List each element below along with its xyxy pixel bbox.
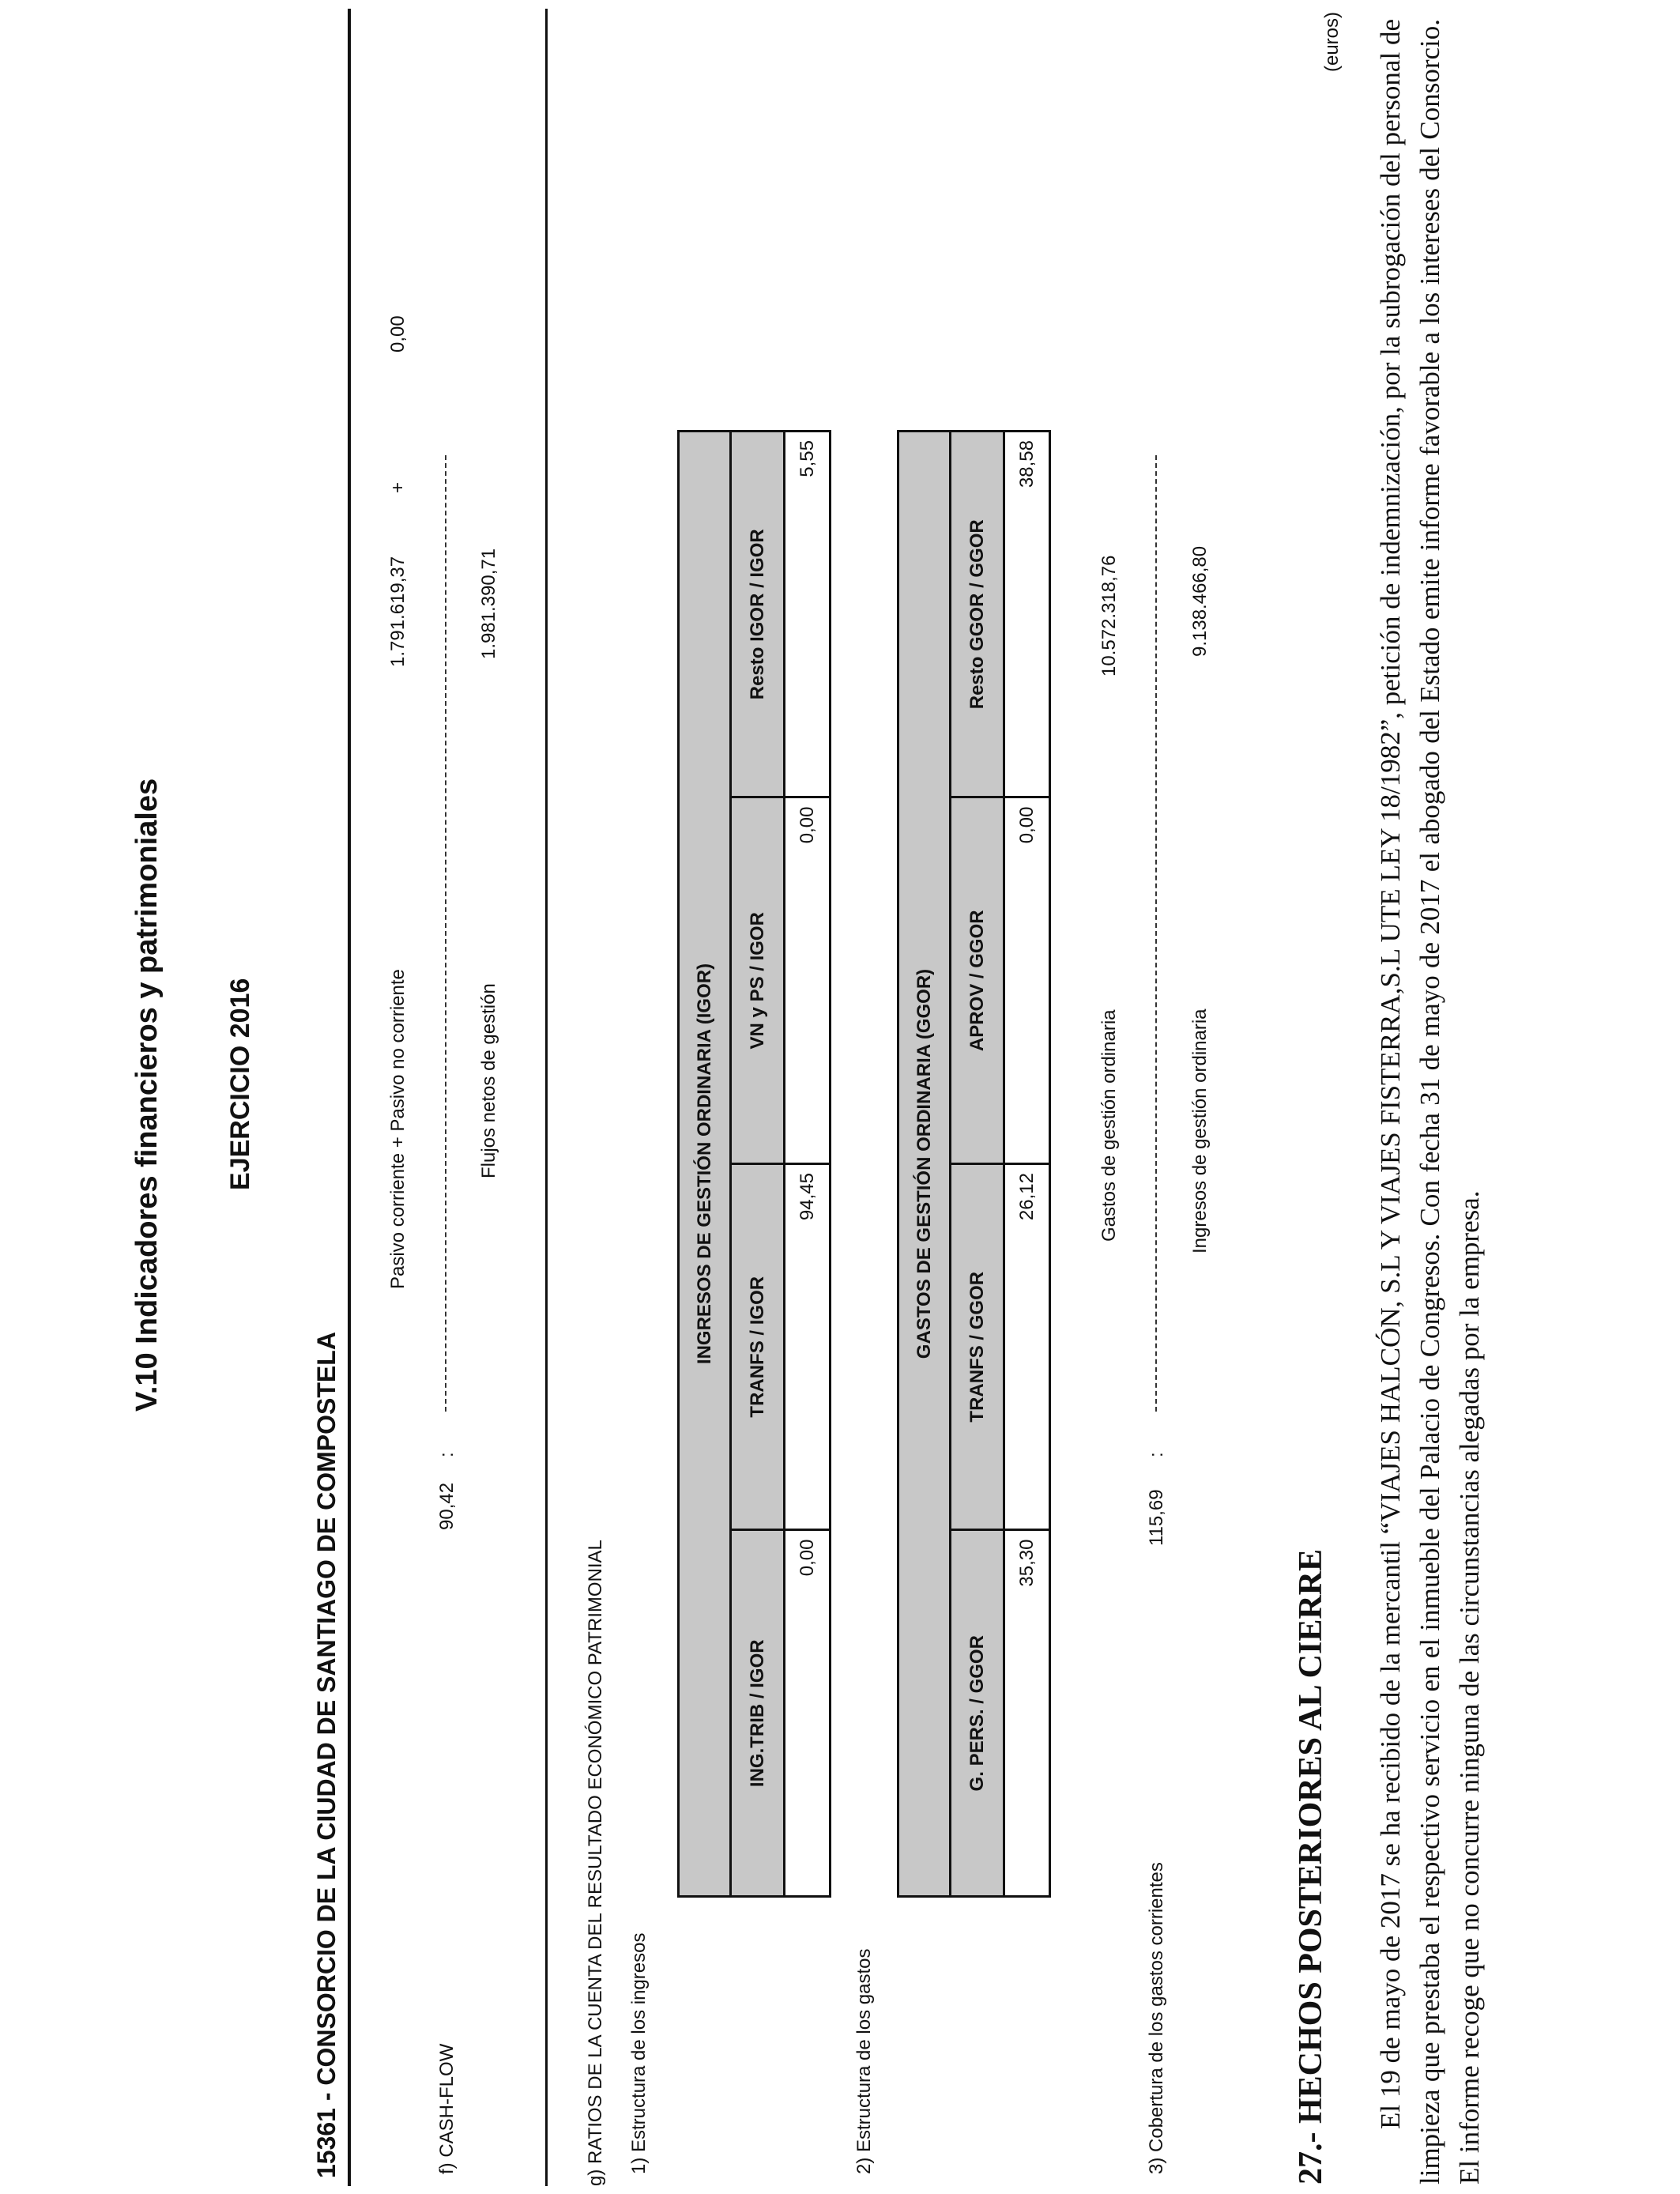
ingresos-group-header: INGRESOS DE GESTIÓN ORDINARIA (IGOR) xyxy=(679,432,731,1897)
header-rule-bottom xyxy=(545,9,548,2186)
cobertura-numerator-value: 10.572.318,76 xyxy=(1098,555,1120,677)
header-rule-top xyxy=(348,9,351,2186)
gastos-col-resto: Resto GGOR / GGOR xyxy=(951,432,1004,798)
cashflow-numerator-value: 1.791.619,37 xyxy=(387,556,409,667)
section-title-hechos: 27.- HECHOS POSTERIORES AL CIERRE xyxy=(1293,1548,1329,2185)
entity-name: 15361 - CONSORCIO DE LA CIUDAD DE SANTIAGO DE COMPOSTELA xyxy=(312,1332,341,2178)
gastos-column-header-row xyxy=(951,432,1004,1897)
cobertura-colon: : xyxy=(1146,1452,1167,1457)
ingresos-col-vnps: VN y PS / IGOR xyxy=(731,797,785,1164)
units-label: (euros) xyxy=(1321,11,1343,72)
gastos-value-resto: 38,58 xyxy=(1004,432,1050,798)
cashflow-value: 90,42 xyxy=(436,1482,458,1530)
cashflow-denominator-value: 1.981.390,71 xyxy=(478,548,499,659)
cobertura-fraction-line xyxy=(1155,455,1157,1412)
exercise-year: EJERCICIO 2016 xyxy=(225,978,255,1190)
gastos-col-gpers: G. PERS. / GGOR xyxy=(951,1530,1004,1897)
gastos-value-tranfs: 26,12 xyxy=(1004,1164,1050,1531)
ingresos-value-vnps: 0,00 xyxy=(785,797,831,1164)
gastos-value-aprov: 0,00 xyxy=(1004,797,1050,1164)
ingresos-table xyxy=(677,430,831,1898)
ingresos-column-header-row xyxy=(731,432,785,1897)
gastos-structure-label: 2) Estructura de los gastos xyxy=(853,1948,875,2174)
ingresos-col-ingtrib: ING.TRIB / IGOR xyxy=(731,1530,785,1897)
gastos-col-tranfs: TRANFS / GGOR xyxy=(951,1164,1004,1531)
gastos-group-header: GASTOS DE GESTIÓN ORDINARIA (GGOR) xyxy=(898,432,951,1897)
page-title: V.10 Indicadores financieros y patrimoniales xyxy=(130,778,164,1412)
cobertura-value: 115,69 xyxy=(1146,1489,1167,1546)
ingresos-col-resto: Resto IGOR / IGOR xyxy=(731,432,785,798)
cashflow-label: f) CASH-FLOW xyxy=(436,2043,458,2174)
cobertura-denominator-value: 9.138.466,80 xyxy=(1189,545,1211,657)
ingresos-col-tranfs: TRANFS / IGOR xyxy=(731,1164,785,1531)
cashflow-plus: + xyxy=(387,481,409,493)
gastos-col-aprov: APROV / GGOR xyxy=(951,797,1004,1164)
cobertura-label: 3) Cobertura de los gastos corrientes xyxy=(1146,1862,1167,2174)
ingresos-value-ingtrib: 0,00 xyxy=(785,1530,831,1897)
gastos-group-header-row xyxy=(898,432,951,1897)
ingresos-value-resto: 5,55 xyxy=(785,432,831,798)
gastos-table xyxy=(897,430,1051,1898)
cashflow-fraction-line xyxy=(445,455,446,1412)
ingresos-group-header-row xyxy=(679,432,731,1897)
cashflow-extra-value: 0,00 xyxy=(387,315,409,352)
gastos-value-gpers: 35,30 xyxy=(1004,1530,1050,1897)
cobertura-denominator-label: Ingresos de gestión ordinaria xyxy=(1189,1008,1211,1253)
cashflow-numerator-label: Pasivo corriente + Pasivo no corriente xyxy=(387,969,409,1289)
ratios-section-label: g) RATIOS DE LA CUENTA DEL RESULTADO ECONÓMICO PATRIMONIAL xyxy=(585,1540,606,2186)
hechos-paragraph: El 19 de mayo de 2017 se ha recibido de la mercantil “VIAJES HALCÓN, S.L Y VIAJES FISTERRA,S.L UTE LEY 18/1982”, petición de indemnización, por la subrogación del personal de limpieza que prestaba el respectivo servicio en el inmueble del Palacio de Congresos. Con fecha 31 de mayo de 2017 el abogado del Estado emite informe favorable a los intereses del Consorcio. El informe recoge que no concurre ninguna de las circunstancias alegadas por la empresa. xyxy=(1375,19,1485,2185)
ingresos-structure-label: 1) Estructura de los ingresos xyxy=(628,1932,650,2174)
ingresos-values-row xyxy=(785,432,831,1897)
ingresos-value-tranfs: 94,45 xyxy=(785,1164,831,1531)
cashflow-colon: : xyxy=(436,1452,458,1457)
gastos-values-row xyxy=(1004,432,1050,1897)
cashflow-denominator-label: Flujos netos de gestión xyxy=(478,983,499,1178)
cobertura-numerator-label: Gastos de gestión ordinaria xyxy=(1098,1009,1120,1242)
